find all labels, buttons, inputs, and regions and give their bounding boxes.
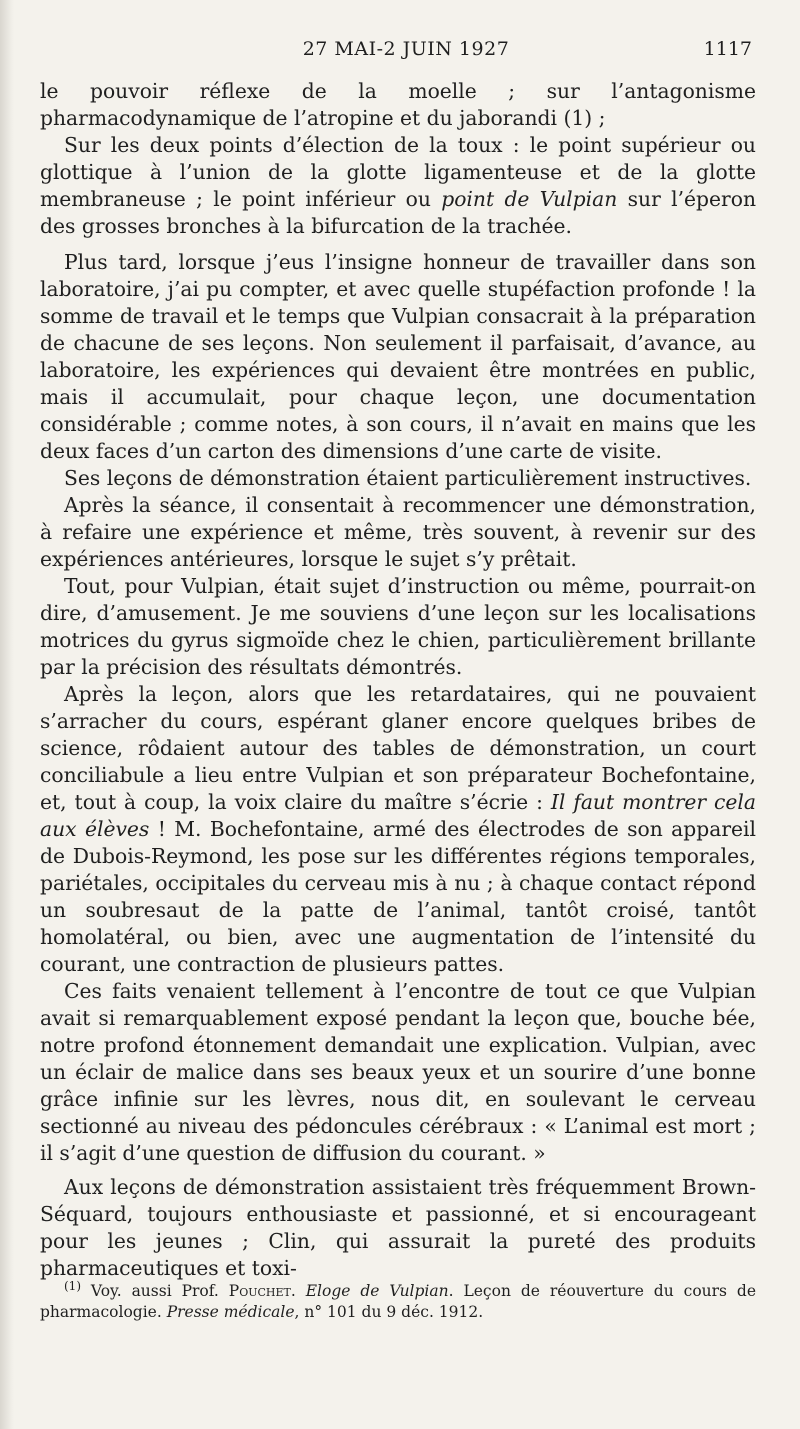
body-text <box>40 78 756 1282</box>
text-run: Sur les deux points d’élection de la toux : le point supérieur ou glottique à l’union de la glotte ligamenteuse et de la glotte membraneuse ; le point inférieur ou <box>40 133 756 211</box>
paragraph: Ces faits venaient tellement à l’encontre de tout ce que Vulpian avait si remarquablement exposé pendant la leçon que, bouche bée, notre profond étonnement demandait une explication. Vulpian, avec un éclair de malice dans ses beaux yeux et un sourire d’une bonne grâce infinie sur les lèvres, nous dit, en soulevant le cerveau sectionné au niveau des pédoncules cérébraux : « L’animal est mort ; il s’agit d’une question de diffusion du courant. » <box>40 979 756 1165</box>
paragraph: Ses leçons de démonstration étaient particulièrement instructives. <box>64 466 752 490</box>
italic-quote: Il faut montrer cela aux élèves <box>40 790 757 841</box>
page-number: 1117 <box>703 38 752 60</box>
paragraph: Aux leçons de démonstration assistaient très fréquemment Brown-Séquard, toujours enthousiaste et passionné, et si encourageant pour les jeunes ; Clin, qui assurait la pureté des produits pharmaceutiques et toxi- <box>40 1175 756 1280</box>
footnote <box>40 1276 756 1323</box>
paragraph: Plus tard, lorsque j’eus l’insigne honneur de travailler dans son laboratoire, j’ai pu compter, et avec quelle stupéfaction profonde ! la somme de travail et le temps que Vulpian consacrait à la préparation de chacune de ses leçons. Non seulement il parfaisait, d’avance, au laboratoire, les expériences qui devaient être montrées en public, mais il accumulait, pour chaque leçon, une documentation considérable ; comme notes, à son cours, il n’avait en mains que les deux faces d’un carton des dimensions d’une carte de visite. <box>40 250 756 463</box>
text-run: Voy. aussi Prof. <box>81 1282 229 1301</box>
paragraph <box>40 681 756 978</box>
paragraph: Après la séance, il consentait à recommencer une démonstration, à refaire une expérience et même, très souvent, à revenir sur des expériences antérieures, lorsque le sujet s’y prêtait. <box>40 493 756 571</box>
paragraph: le pouvoir réflexe de la moelle ; sur l’antagonisme pharmacodynamique de l’atropine et du jaborandi (1) ; <box>40 79 756 130</box>
text-run: ! M. Bochefontaine, armé des électrodes de son appareil de Dubois-Reymond, les pose sur les différentes régions temporales, pariétales, occipitales du cerveau mis à nu ; à chaque contact répond un soubresaut de la patte de l’animal, tantôt croisé, tantôt homolatéral, ou bien, avec une augmentation de l’intensité du courant, une contraction de plusieurs pattes. <box>40 817 756 976</box>
footnote-journal: Presse médicale <box>166 1303 295 1322</box>
page-gutter-shadow <box>0 0 14 1429</box>
footnote-author: Pouchet <box>228 1282 291 1301</box>
page-header <box>60 38 752 68</box>
text-run: sur l’éperon des grosses bronches à la bifurcation de la trachée. <box>40 187 757 238</box>
footnote-title: Eloge de Vulpian <box>305 1282 449 1301</box>
text-run: Après la leçon, alors que les retardataires, qui ne pouvaient s’arracher du cours, espérant glaner encore quelques bribes de science, rôdaient autour des tables de démonstration, un court conciliabule a lieu entre Vulpian et son préparateur Bochefontaine, et, tout à coup, la voix claire du maître s’écrie : <box>40 682 756 814</box>
text-run: . <box>290 1282 306 1301</box>
text-run: , n° 101 du 9 déc. 1912. <box>294 1303 484 1322</box>
running-head: 27 MAI-2 JUIN 1927 <box>302 38 510 60</box>
italic-term: point de Vulpian <box>441 187 618 211</box>
footnote-number: (1) <box>64 1279 81 1293</box>
paragraph <box>40 132 756 240</box>
text-run: . Leçon de réouverture du cours de pharmacologie. <box>40 1282 757 1322</box>
paragraph: Tout, pour Vulpian, était sujet d’instruction ou même, pourrait-on dire, d’amusement. Je me souviens d’une leçon sur les localisations motrices du gyrus sigmoïde chez le chien, particulièrement brillante par la précision des résultats démontrés. <box>40 574 756 679</box>
